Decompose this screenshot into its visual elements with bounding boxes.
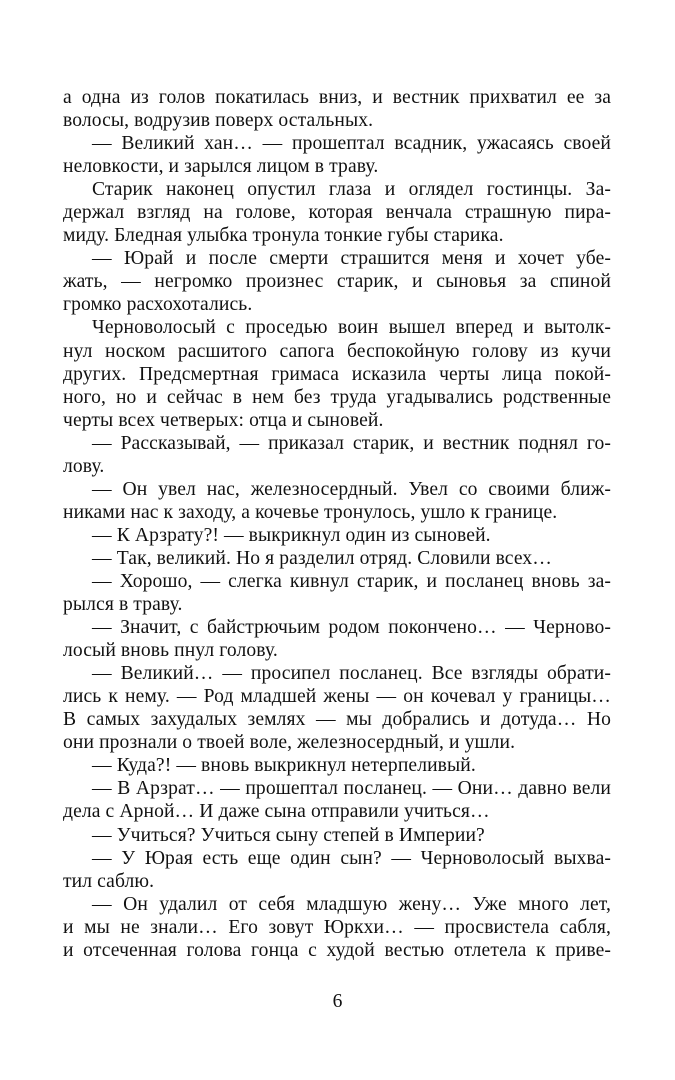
- text-line: — Великий… — просипел посланец. Все взгляды обрати-: [92, 663, 611, 685]
- text-line: ного, но и сейчас в нем без труда угадывались родственные: [63, 386, 611, 408]
- text-line: — Он удалил от себя младшую жену… Уже много лет,: [92, 893, 611, 915]
- text-line: — Куда?! — вновь выкрикнул нетерпеливый.: [92, 755, 476, 777]
- text-line: — У Юрая есть еще один сын? — Черноволосый выхва-: [92, 847, 611, 869]
- text-line: никами нас к заходу, а кочевье тронулось, ушло к границе.: [63, 501, 558, 523]
- text-line: — Великий хан… — прошептал всадник, ужасаясь своей: [92, 133, 611, 155]
- text-line: — Учиться? Учиться сыну степей в Империи?: [92, 824, 485, 846]
- text-line: других. Предсмертная гримаса исказила черты лица покой-: [63, 363, 611, 385]
- text-line: нул носком расшитого сапога беспокойную голову из кучи: [63, 340, 611, 362]
- text-line: Черноволосый с проседью воин вышел вперед и вытолк-: [92, 317, 611, 339]
- text-line: тил саблю.: [63, 870, 155, 892]
- text-line: — Так, великий. Но я разделил отряд. Словили всех…: [92, 547, 552, 569]
- text-line: громко расхохотались.: [63, 294, 253, 316]
- text-line: В самых захудалых землях — мы добрались и дотуда… Но: [63, 709, 611, 731]
- text-line: держал взгляд на голове, которая венчала страшную пира-: [63, 202, 611, 224]
- text-line: жать, — негромко произнес старик, и сыновья за спиной: [63, 271, 611, 293]
- text-line: — Хорошо, — слегка кивнул старик, и посланец вновь за-: [92, 570, 611, 592]
- text-line: неловкости, и зарылся лицом в траву.: [63, 156, 379, 178]
- text-line: — В Арзрат… — прошептал посланец. — Они… давно вели: [92, 778, 611, 800]
- text-line: — Он увел нас, железносердный. Увел со своими ближ-: [92, 478, 611, 500]
- text-line: и отсеченная голова гонца с худой вестью отлетела к приве-: [63, 939, 611, 961]
- text-line: лову.: [63, 455, 105, 477]
- text-line: — Юрай и после смерти страшится меня и хочет убе-: [92, 248, 611, 270]
- text-line: — Значит, с байстрючьим родом покончено… — Черново-: [92, 617, 611, 639]
- text-line: волосы, водрузив поверх остальных.: [63, 110, 374, 132]
- text-line: — К Арзрату?! — выкрикнул один из сыновей.: [92, 524, 491, 546]
- body-text: [63, 86, 611, 962]
- text-line: а одна из голов покатилась вниз, и вестник прихватил ее за: [63, 87, 611, 108]
- text-line: черты всех четверых: отца и сыновей.: [63, 409, 384, 431]
- text-line: Старик наконец опустил глаза и оглядел гостинцы. За-: [92, 179, 611, 201]
- text-line: лись к нему. — Род младшей жены — он кочевал у границы…: [63, 686, 611, 708]
- text-line: лосый вновь пнул голову.: [63, 640, 278, 662]
- text-line: и мы не знали… Его зовут Юркхи… — просвистела сабля,: [63, 916, 611, 938]
- text-line: дела с Арной… И даже сына отправили учиться…: [63, 801, 490, 823]
- text-line: они прознали о твоей воле, железносердный, и ушли.: [63, 732, 516, 754]
- text-line: миду. Бледная улыбка тронула тонкие губы старика.: [63, 225, 504, 247]
- text-line: рылся в траву.: [63, 594, 183, 616]
- text-line: — Рассказывай, — приказал старик, и вестник поднял го-: [92, 432, 611, 454]
- page-number: 6: [332, 991, 343, 1012]
